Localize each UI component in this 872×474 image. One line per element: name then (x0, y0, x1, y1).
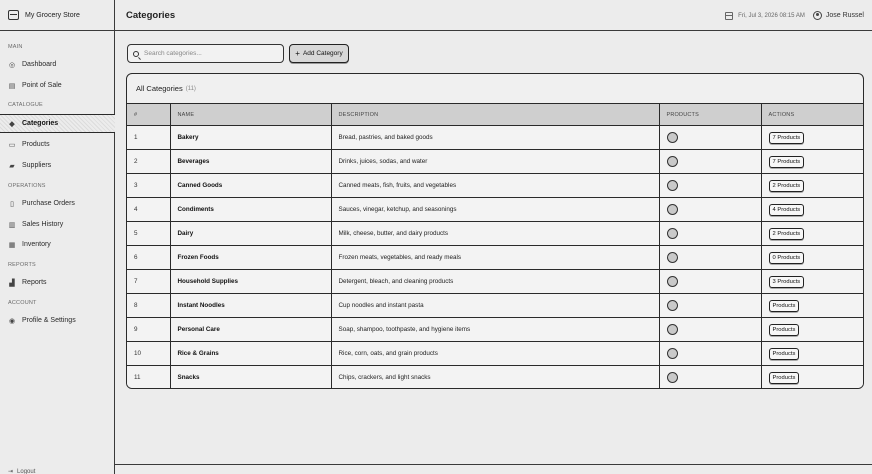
product-status-icon (667, 372, 678, 383)
table-row (127, 198, 864, 222)
add-category-label: Add Category (302, 50, 343, 57)
sidebar-item-label: Products (22, 141, 50, 148)
row-number: 7 (127, 270, 170, 294)
products-cell (659, 222, 761, 246)
row-number: 9 (127, 318, 170, 342)
sidebar-item-label: Reports (22, 279, 47, 286)
table-row (127, 342, 864, 366)
actions-cell (761, 342, 864, 366)
logout-label: Logout (17, 468, 36, 474)
category-name: Personal Care (170, 318, 331, 342)
actions-cell (761, 318, 864, 342)
sidebar-item-label: Purchase Orders (22, 200, 75, 207)
view-products-button[interactable]: Products (769, 372, 800, 384)
column-header: PRODUCTS (659, 104, 761, 126)
product-status-icon (667, 132, 678, 143)
product-status-icon (667, 348, 678, 359)
dashboard-icon: ◎ (8, 61, 16, 69)
categories-card (126, 73, 864, 389)
view-products-button[interactable]: Products (769, 300, 800, 312)
sidebar-item-label: Sales History (22, 221, 64, 228)
category-name: Beverages (170, 150, 331, 174)
category-name: Condiments (170, 198, 331, 222)
sidebar-section-account: ACCOUNT (8, 300, 37, 306)
product-status-icon (667, 276, 678, 287)
products-cell (659, 342, 761, 366)
sidebar-section-reports: REPORTS (8, 262, 36, 268)
top-bar (115, 0, 872, 31)
view-products-button[interactable]: Products (769, 324, 800, 336)
sidebar-item-categories[interactable] (0, 114, 115, 133)
sidebar-item-purchase-orders[interactable] (0, 194, 115, 213)
search-box (127, 44, 284, 63)
add-category-button[interactable] (289, 44, 349, 63)
product-status-icon (667, 156, 678, 167)
products-cell (659, 270, 761, 294)
product-status-icon (667, 204, 678, 215)
category-description: Chips, crackers, and light snacks (331, 366, 659, 390)
sidebar-item-label: Point of Sale (22, 82, 62, 89)
row-number: 8 (127, 294, 170, 318)
brand-name: My Grocery Store (25, 11, 80, 19)
category-name: Canned Goods (170, 174, 331, 198)
actions-cell (761, 246, 864, 270)
product-status-icon (667, 228, 678, 239)
row-number: 4 (127, 198, 170, 222)
product-status-icon (667, 180, 678, 191)
box-icon: ▭ (8, 141, 16, 149)
sidebar-item-label: Suppliers (22, 162, 52, 169)
pos-icon: ▤ (8, 82, 16, 90)
sidebar-item-label: Profile & Settings (22, 317, 76, 324)
products-cell (659, 198, 761, 222)
card-title: All Categories (136, 84, 183, 93)
user-icon: ◉ (8, 317, 16, 325)
row-number: 11 (127, 366, 170, 390)
page-title: Categories (126, 9, 176, 21)
category-name: Bakery (170, 126, 331, 150)
category-name: Household Supplies (170, 270, 331, 294)
product-status-icon (667, 324, 678, 335)
products-cell (659, 366, 761, 390)
brand[interactable] (0, 0, 114, 31)
sidebar-item-sales-history[interactable] (0, 215, 115, 234)
product-status-icon (667, 252, 678, 263)
view-products-button[interactable]: Products (769, 348, 800, 360)
category-description: Bread, pastries, and baked goods (331, 126, 659, 150)
category-name: Instant Noodles (170, 294, 331, 318)
logout-icon: ⇥ (8, 469, 14, 474)
category-name: Frozen Foods (170, 246, 331, 270)
column-header: NAME (170, 104, 331, 126)
category-description: Milk, cheese, butter, and dairy products (331, 222, 659, 246)
truck-icon: ▰ (9, 162, 15, 170)
category-description: Soap, shampoo, toothpaste, and hygiene items (331, 318, 659, 342)
sidebar-item-suppliers[interactable] (0, 156, 115, 175)
products-cell (659, 126, 761, 150)
products-cell (659, 150, 761, 174)
row-number: 10 (127, 342, 170, 366)
view-products-button[interactable]: 4 Products (769, 204, 805, 216)
row-number: 5 (127, 222, 170, 246)
card-header (127, 74, 863, 103)
chart-icon: ▟ (9, 279, 15, 287)
sidebar-item-dashboard[interactable] (0, 55, 115, 74)
row-number: 1 (127, 126, 170, 150)
category-count: (11) (185, 85, 196, 92)
store-icon (8, 10, 19, 20)
actions-cell (761, 270, 864, 294)
table-body (127, 126, 864, 390)
user-name[interactable]: Jose Russel (825, 12, 864, 19)
category-description: Cup noodles and instant pasta (331, 294, 659, 318)
row-number: 3 (127, 174, 170, 198)
product-status-icon (667, 300, 678, 311)
row-number: 2 (127, 150, 170, 174)
actions-cell (761, 366, 864, 390)
sidebar-item-inventory[interactable] (0, 235, 115, 254)
actions-cell (761, 174, 864, 198)
sidebar-item-point-of-sale[interactable] (0, 76, 115, 95)
category-description: Detergent, bleach, and cleaning products (331, 270, 659, 294)
table-header-row (127, 104, 864, 126)
view-products-button[interactable]: 3 Products (769, 276, 805, 288)
inventory-icon: ▦ (8, 241, 16, 249)
datetime: Fri, Jul 3, 2026 08:15 AM (738, 12, 805, 19)
column-header: # (127, 104, 170, 126)
table-row (127, 318, 864, 342)
row-number: 6 (127, 246, 170, 270)
table-row (127, 270, 864, 294)
actions-cell (761, 222, 864, 246)
actions-cell (761, 150, 864, 174)
table-row (127, 366, 864, 390)
category-name: Rice & Grains (170, 342, 331, 366)
category-description: Drinks, juices, sodas, and water (331, 150, 659, 174)
column-header: DESCRIPTION (331, 104, 659, 126)
products-cell (659, 318, 761, 342)
receipt-icon: ▥ (8, 221, 16, 229)
calendar-icon (725, 12, 733, 20)
avatar-icon (813, 11, 822, 20)
actions-cell (761, 294, 864, 318)
products-cell (659, 174, 761, 198)
column-header: ACTIONS (761, 104, 864, 126)
view-products-button[interactable]: 7 Products (769, 156, 805, 168)
categories-table (127, 103, 864, 389)
table-row (127, 174, 864, 198)
plus-icon: + (295, 49, 300, 58)
logout-button[interactable] (8, 468, 35, 474)
view-products-button[interactable]: 7 Products (769, 132, 805, 144)
table-row (127, 150, 864, 174)
category-description: Sauces, vinegar, ketchup, and seasonings (331, 198, 659, 222)
sidebar-item-label: Categories (22, 120, 59, 127)
table-row (127, 222, 864, 246)
sidebar-section-catalogue: CATALOGUE (8, 102, 43, 108)
category-description: Frozen meats, vegetables, and ready meals (331, 246, 659, 270)
top-right (725, 0, 864, 31)
sidebar-item-label: Inventory (22, 241, 51, 248)
category-name: Snacks (170, 366, 331, 390)
sidebar (0, 0, 115, 474)
table-row (127, 294, 864, 318)
sidebar-section-operations: OPERATIONS (8, 183, 46, 189)
category-name: Dairy (170, 222, 331, 246)
sidebar-item-profile-settings[interactable] (0, 311, 115, 330)
sidebar-item-label: Dashboard (22, 61, 57, 68)
sidebar-section-main: MAIN (8, 44, 23, 50)
cart-icon: ▯ (10, 200, 14, 208)
category-description: Rice, corn, oats, and grain products (331, 342, 659, 366)
view-products-button[interactable]: 0 Products (769, 252, 805, 264)
tag-icon: ◆ (9, 120, 15, 128)
search-input[interactable] (144, 50, 279, 57)
actions-cell (761, 198, 864, 222)
view-products-button[interactable]: 2 Products (769, 228, 805, 240)
actions-cell (761, 126, 864, 150)
sidebar-item-products[interactable] (0, 135, 115, 154)
products-cell (659, 294, 761, 318)
footer-divider (115, 464, 872, 465)
products-cell (659, 246, 761, 270)
table-row (127, 126, 864, 150)
sidebar-item-reports[interactable] (0, 273, 115, 292)
view-products-button[interactable]: 2 Products (769, 180, 805, 192)
table-row (127, 246, 864, 270)
category-description: Canned meats, fish, fruits, and vegetables (331, 174, 659, 198)
search-icon (133, 51, 139, 57)
